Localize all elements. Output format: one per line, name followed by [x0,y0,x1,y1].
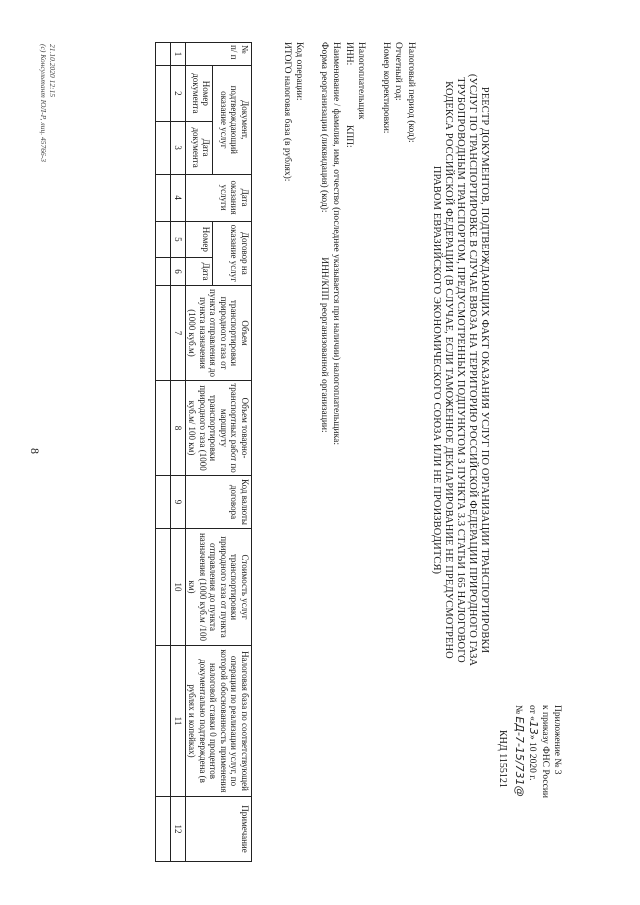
col-number-cell: 4 [171,174,186,221]
print-source: (c) Консультант ЮЛ-Р, лиц. 45766-3 [39,44,48,162]
page-number: 8 [28,448,42,454]
register-title: РЕЕСТР ДОКУМЕНТОВ, ПОДТВЕРЖДАЮЩИХ ФАКТ ОКАЗАНИЯ УСЛУГ ПО ОРГАНИЗАЦИИ ТРАНСПОРТИРОВКИ (УСЛУГ ПО ТРАНСПОРТИРОВКЕ В СЛУЧАЕ ВВОЗА НА ТЕРРИТОРИЮ РОССИЙСКОЙ ФЕДЕРАЦИИ ПРИРОДНОГО ГАЗА ТРУБОПРОВОДНЫМ ТРАНСПОРТОМ, ПРЕДУСМОТРЕННЫХ ПОДПУНКТОМ 3 ПУНКТА 3.3 СТАТЬИ 165 НАЛОГОВОГО КОДЕКСА РОССИЙСКОЙ ФЕДЕРАЦИИ (В СЛУЧАЕ, ЕСЛИ ТАМОЖЕННОЕ ДЕКЛАРИРОВАНИЕ НЕ ПРЕДУСМОТРЕНО ПРАВОМ ЕВРАЗИЙСКОГО ЭКОНОМИЧЕСКОГО СОЮЗА ИЛИ НЕ ПРОИЗВОДИТСЯ) [431,73,490,667]
taxpayer-label: Налогоплательщик [356,42,367,120]
print-footer [39,44,57,162]
col-contract-date-header: Дата [186,258,213,286]
col-number-cell: 12 [171,797,186,862]
col-doc-number-header: Номер документа [186,66,213,122]
col-tax-base-header: Налоговая база по соответствующей операции по реализации услуг, по которой обоснованность применения налоговой ставки 0 процентов документально подтверждена (в рублях и копейках) [186,646,252,797]
col-number-cell: 1 [171,43,186,66]
col-volume-header: Объем транспортировки природного газа от пункта отправления до пункта назначения (1000 куб.м) [186,286,252,381]
col-number-cell: 9 [171,476,186,529]
register-table [155,42,252,862]
tax-period-label: Налоговый период (код): [406,42,416,143]
print-timestamp: 21.10.2020 12:15 [48,44,57,98]
column-numbers-row [171,43,186,862]
col-number-cell: 10 [171,529,186,646]
appendix-line-3 [526,705,540,798]
col-currency-header: Код валюты договора [186,476,252,529]
operation-code-label: Код операции: [294,42,305,101]
empty-data-row [156,43,171,862]
empty-cell [156,221,171,258]
order-date-rest: » 10 2020 г. [527,734,537,781]
table-header-row-1 [213,43,252,862]
col-contract-number-header: Номер [186,221,213,258]
reorg-row [318,42,331,445]
col-cost-header: Стоимость услуг транспортировки природного газа от пункта отправления до пункта назначения (1000 куб.м /100 км) [186,529,252,646]
empty-cell [156,121,171,174]
col-number-cell: 7 [171,286,186,381]
order-date-prefix: от « [527,705,537,721]
empty-cell [156,646,171,797]
col-number-cell: 8 [171,381,186,476]
inn-label: ИНН: [344,42,354,66]
appendix-line-4 [512,705,526,798]
empty-cell [156,476,171,529]
empty-cell [156,174,171,221]
appendix-line-1: Приложение № 3 [552,705,562,775]
knd-code: КНД 1155121 [497,730,508,788]
appendix-line-2: к приказу ФНС России [540,705,551,798]
empty-cell [156,529,171,646]
order-number: ЕД-7-15/731@ [513,716,527,797]
correction-number-label: Номер корректировки: [381,42,391,134]
reorg-form-label: Форма реорганизации (ликвидация) (код): [319,42,329,213]
col-contract-header: Договор на оказание услуг [213,221,252,285]
total-tax-base-label: ИТОГО налоговая база (в рублях): [282,42,292,182]
col-number-cell: 2 [171,66,186,122]
taxpayer-name-label: Наименование / фамилия, имя, отчество (последнее указывается при наличии) налогоплательщика: [331,42,342,445]
report-year-label: Отчетный год: [393,42,404,101]
col-number-cell: 11 [171,646,186,797]
order-number-prefix: № [513,705,524,715]
empty-cell [156,381,171,476]
empty-cell [156,286,171,381]
col-number-cell: 3 [171,121,186,174]
col-no-header: № п/ п [186,43,252,66]
appendix-block [512,705,562,798]
empty-cell [156,66,171,122]
empty-cell [156,43,171,66]
col-work-volume-header: Объем товарно-транспортных работ по маршруту транспортировки природного газа (1000 куб.м/ 100 км) [186,381,252,476]
header-fields [281,42,418,445]
col-number-cell: 5 [171,221,186,258]
col-doc-date-header: Дата документа [186,121,213,174]
kpp-label: КПП: [344,124,354,148]
col-doc-header: Документ, подтверждающий оказание услуг [213,66,252,175]
reorg-inn-label: ИНН/КПП реорганизованной организации: [319,257,329,433]
col-note-header: Примечание [186,797,252,862]
empty-cell [156,797,171,862]
col-number-cell: 6 [171,258,186,286]
col-service-date-header: Дата оказания услуги [186,174,252,221]
order-date-day: 13 [527,720,540,735]
inn-row [343,42,356,445]
empty-cell [156,258,171,286]
